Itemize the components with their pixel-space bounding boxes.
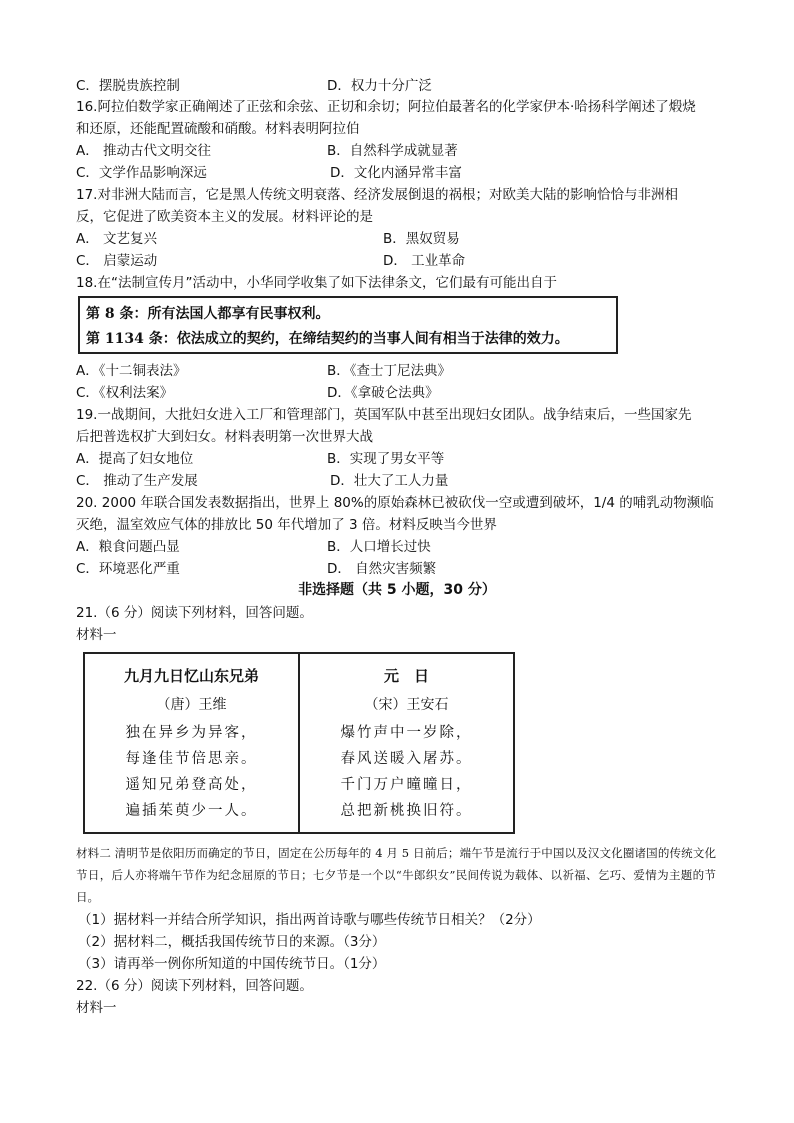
- q19-option-c: C． 推动了生产发展: [76, 473, 198, 489]
- q20-option-d: D． 自然灾害频繁: [327, 561, 437, 577]
- q21-stem: 21.（6 分）阅读下列材料，回答问题。: [76, 605, 313, 621]
- q17-option-c: C． 启蒙运动: [76, 253, 158, 269]
- q21-material1-label: 材料一: [76, 627, 117, 643]
- q19-option-b: B．实现了男女平等: [327, 451, 445, 467]
- q16-option-a: A． 推动古代文明交往: [76, 143, 212, 159]
- q18-option-a: A．《十二铜表法》: [76, 363, 187, 379]
- law-excerpt-box: [78, 296, 618, 354]
- poem-verse: 遍插茱萸少一人。: [125, 803, 258, 819]
- q16-option-b: B．自然科学成就显著: [327, 143, 458, 159]
- poem-verse: 爆竹声中一岁除，: [340, 725, 473, 741]
- poem-author: （唐）王维: [156, 697, 227, 713]
- q20-option-c: C．环境恶化严重: [76, 561, 180, 577]
- q18-option-c: C．《权利法案》: [76, 385, 174, 401]
- poem-verse: 总把新桃换旧符。: [340, 803, 473, 819]
- q19-option-d: D．壮大了工人力量: [330, 473, 449, 489]
- q20-stem-line1: 20. 2000 年联合国发表数据指出，世界上 80%的原始森林已被砍伐一空或遭到破坏，1/4 的哺乳动物濒临: [76, 495, 714, 511]
- law-article-1134: 第 1134 条：依法成立的契约，在缔结契约的当事人间有相当于法律的效力。: [86, 331, 569, 347]
- q18-option-d: D．《拿破仑法典》: [327, 385, 439, 401]
- q18-stem: 18.在“法制宣传月”活动中，小华同学收集了如下法律条文，它们最有可能出自于: [76, 275, 557, 291]
- poem-verse: 独在异乡为异客，: [125, 725, 258, 741]
- poem-right: [298, 654, 513, 832]
- q20-stem-line2: 灭绝，温室效应气体的排放比 50 年代增加了 3 倍。材料反映当今世界: [76, 517, 497, 533]
- q19-stem-line2: 后把普选权扩大到妇女。材料表明第一次世界大战: [76, 429, 373, 445]
- q21-sub-question-1: （1）据材料一并结合所学知识，指出两首诗歌与哪些传统节日相关？（2分）: [78, 912, 541, 928]
- q22-material1-label: 材料一: [76, 1000, 117, 1016]
- q17-option-d: D． 工业革命: [383, 253, 466, 269]
- poem-author: （宋）王安石: [364, 697, 449, 713]
- q21-sub-question-3: （3）请再举一例你所知道的中国传统节日。（1分）: [78, 956, 386, 972]
- q15-option-c: C．摆脱贵族控制: [76, 78, 180, 94]
- poem-verse: 遥知兄弟登高处，: [125, 777, 258, 793]
- q17-option-a: A． 文艺复兴: [76, 231, 158, 247]
- q17-stem-line2: 反，它促进了欧美资本主义的发展。材料评论的是: [76, 209, 373, 225]
- poem-verse: 千门万户曈曈日，: [340, 777, 473, 793]
- poem-verse: 每逢佳节倍思亲。: [125, 751, 258, 767]
- q19-option-a: A．提高了妇女地位: [76, 451, 194, 467]
- poem-title: 元 日: [383, 667, 429, 685]
- q20-option-b: B．人口增长过快: [327, 539, 431, 555]
- q16-option-c: C．文学作品影响深远: [76, 165, 207, 181]
- q17-option-b: B．黑奴贸易: [383, 231, 460, 247]
- q16-stem-line2: 和还原，还能配置硫酸和硝酸。材料表明阿拉伯: [76, 121, 360, 137]
- poem-left: [85, 654, 298, 832]
- q21-sub-question-2: （2）据材料二，概括我国传统节日的来源。（3分）: [78, 934, 386, 950]
- section-title: 非选择题（共 5 小题，30 分）: [298, 582, 496, 598]
- q22-stem: 22.（6 分）阅读下列材料，回答问题。: [76, 978, 313, 994]
- q15-option-d: D．权力十分广泛: [327, 78, 432, 94]
- q20-option-a: A．粮食问题凸显: [76, 539, 180, 555]
- poem-title: 九月九日忆山东兄弟: [123, 667, 259, 685]
- poem-verse: 春风送暖入屠苏。: [340, 751, 473, 767]
- poem-table: [83, 652, 515, 834]
- q17-stem-line1: 17.对非洲大陆而言，它是黑人传统文明衰落、经济发展倒退的祸根；对欧美大陆的影响恰恰与非洲相: [76, 187, 678, 203]
- q16-stem-line1: 16.阿拉伯数学家正确阐述了正弦和余弦、正切和余切；阿拉伯最著名的化学家伊本·哈扬科学阐述了煅烧: [76, 99, 696, 115]
- q19-stem-line1: 19.一战期间，大批妇女进入工厂和管理部门，英国军队中甚至出现妇女团队。战争结束后，一些国家先: [76, 407, 692, 423]
- law-article-8: 第 8 条：所有法国人都享有民事权利。: [86, 306, 330, 322]
- q21-material2: 材料二 清明节是依阳历而确定的节日，固定在公历每年的 4 月 5 日前后；端午节是流行于中国以及汉文化圈诸国的传统文化节日，后人亦将端午节作为纪念屈原的节日；七夕节是一个以“牛郎织女”民间传说为载体、以祈福、乞巧、爱情为主题的节日。: [76, 846, 716, 904]
- q16-option-d: D．文化内涵异常丰富: [330, 165, 462, 181]
- q18-option-b: B．《查士丁尼法典》: [327, 363, 452, 379]
